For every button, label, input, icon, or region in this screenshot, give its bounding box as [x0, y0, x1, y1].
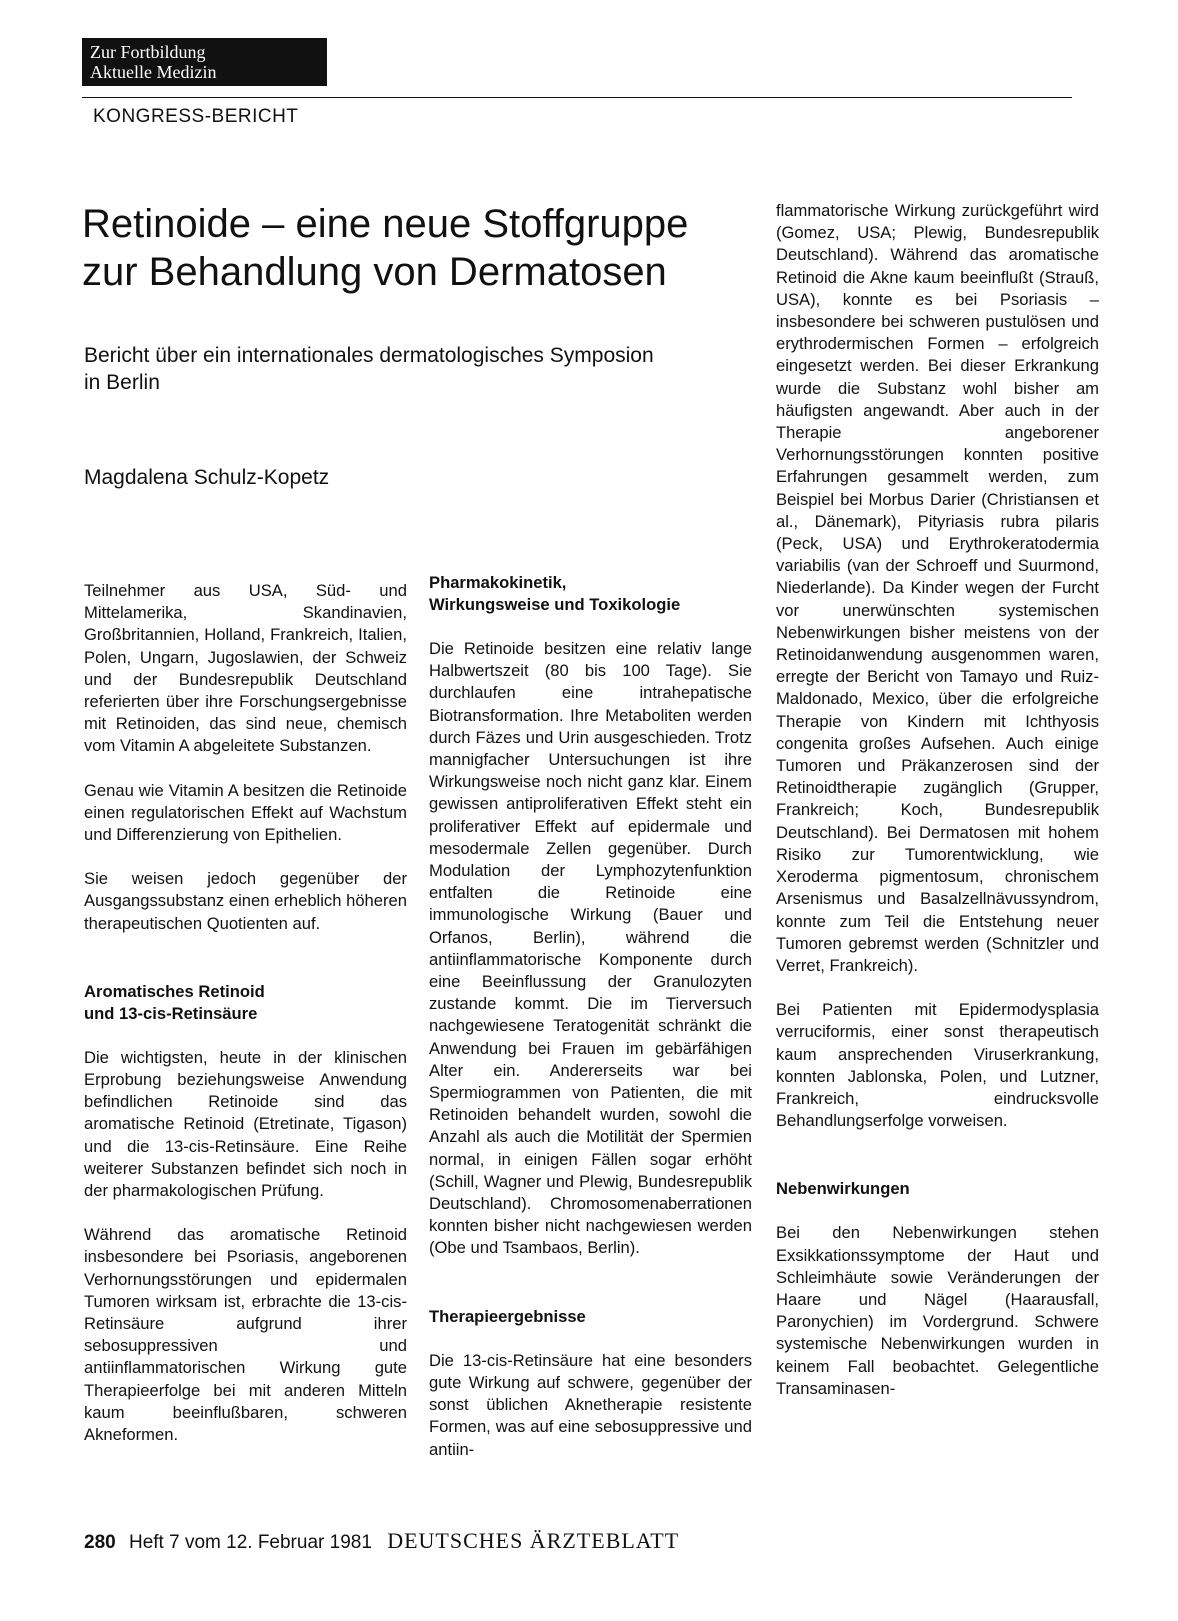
paragraph: Bei den Nebenwirkungen stehen Exsikkationssymptome der Haut und Schleimhäute sowie Veränderungen der Haare und Nägel (Haarausfall, Paronychien) im Vordergrund. Schwere systemische Nebenwirkungen wurden in keinem Fall beobachtet. Gelegentliche Transaminasen-: [776, 1223, 1099, 1398]
subtitle-line2: in Berlin: [84, 371, 160, 394]
page-number: 280: [84, 1532, 116, 1553]
paragraph: Genau wie Vitamin A besitzen die Retinoide einen regulatorischen Effekt auf Wachstum und Differenzierung von Epithelien.: [84, 780, 407, 845]
article-author: Magdalena Schulz-Kopetz: [84, 466, 330, 489]
text-column-3: [776, 200, 1099, 1422]
paragraph: Sie weisen jedoch gegenüber der Ausgangssubstanz einen erheblich höheren therapeutischen Quotienten auf.: [84, 869, 407, 933]
text-column-1: [84, 580, 407, 1468]
article-subtitle: [84, 342, 714, 396]
subtitle-line1: Bericht über ein internationales dermatologisches Symposion: [84, 344, 654, 367]
paragraph: Die Retinoide besitzen eine relativ lange Halbwertszeit (80 bis 100 Tage). Sie durchlaufen eine intrahepatische Biotransformation. Ihre Metaboliten werden durch Fäzes und Urin ausgeschieden. Trotz mannigfacher Untersuchungen ist ihre Wirkungsweise noch nicht ganz klar. Einem gewissen antiproliferativen Effekt steht ein proliferativer Effekt auf epidermale und mesodermale Zellen gegenüber. Durch Modulation der Lymphozytenfunktion entfalten die Retinoide eine immunologische Wirkung (Bauer und Orfanos, Berlin), während die antiinflammatorische Komponente durch eine Beeinflussung der Granulozyten zustande kommt. Die im Tierversuch nachgewiesene Teratogenität schränkt die Anwendung bei Frauen im gebärfähigen Alter ein. Andererseits war bei Spermiogrammen von Patienten, die mit Retinoiden behandelt wurden, sowohl die Anzahl als auch die Motilität der Spermien normal, in einigen Fällen sogar erhöht (Schill, Wagner und Plewig, Bundesrepublik Deutschland). Chromosomenaberrationen konnten bisher nicht nachgewiesen werden (Obe und Tsambaos, Berlin).: [429, 639, 752, 1258]
paragraph: Die wichtigsten, heute in der klinischen Erprobung beziehungsweise Anwendung befindlichen Retinoide sind das aromatische Retinoid (Etretinate, Tigason) und die 13-cis-Retinsäure. Eine Reihe weiterer Substanzen befindet sich noch in der pharmakologischen Prüfung.: [84, 1047, 407, 1201]
header-rule: [82, 97, 1072, 98]
section-label-box: [82, 38, 327, 86]
paragraph: Bei Patienten mit Epidermodysplasia verruciformis, einer sonst therapeutisch kaum ansprechenden Viruserkrankung, konnten Jablonska, Polen, und Lutzner, Frankreich, eindrucksvolle Behandlungserfolge vorweisen.: [776, 1000, 1099, 1131]
paragraph: Die 13-cis-Retinsäure hat eine besonders gute Wirkung auf schwere, gegenüber der sonst üblichen Aknetherapie resistente Formen, was auf eine sebosuppressive und antiin-: [429, 1350, 752, 1459]
paragraph: Teilnehmer aus USA, Süd- und Mittelamerika, Skandinavien, Großbritannien, Holland, Frankreich, Italien, Polen, Ungarn, Jugoslawien, der Schweiz und der Bundesrepublik Deutschland referierten über ihre Forschungsergebnisse mit Retinoiden, das sind neue, chemisch vom Vitamin A abgeleitete Substanzen.: [84, 581, 407, 756]
heading-line2: Wirkungsweise und Toxikologie: [429, 595, 681, 614]
title-line1: Retinoide – eine neue Stoffgruppe: [82, 202, 689, 246]
section-heading-pharmakokinetik: [429, 572, 752, 616]
heading-line2: und 13-cis-Retinsäure: [84, 1003, 258, 1023]
section-label-line2: Aktuelle Medizin: [90, 62, 217, 82]
article-title: [82, 200, 762, 296]
issue-info: Heft 7 vom 12. Februar 1981: [128, 1532, 372, 1553]
heading-line1: Aromatisches Retinoid: [84, 981, 265, 1001]
section-heading-therapieergebnisse: Therapieergebnisse: [429, 1306, 586, 1326]
section-heading-aromatisches: [84, 981, 407, 1025]
paragraph: flammatorische Wirkung zurückgeführt wird (Gomez, USA; Plewig, Bundesrepublik Deutschland). Während das aromatische Retinoid die Akne kaum beeinflußt (Strauß, USA), konnte es bei Psoriasis – insbesondere bei schweren pustulösen und erythrodermischen Formen – erfolgreich eingesetzt werden. Bei dieser Erkrankung wurde die Substanz wohl bisher am häufigsten angewandt. Aber auch in der Therapie angeborener Verhornungsstörungen konnten positive Erfahrungen gesammelt werden, zum Beispiel bei Morbus Darier (Christiansen et al., Dänemark), Pityriasis rubra pilaris (Peck, USA) und Erythrokeratodermia variabilis (van der Schroeff und Suurmond, Niederlande). Da Kinder wegen der Furcht vor unerwünschten systemischen Nebenwirkungen bisher meistens von der Retinoidanwendung ausgenommen waren, erregte der Bericht von Tamayo und Ruiz-Maldonado, Mexico, über die erfolgreiche Therapie von Kindern mit Ichthyosis congenita großes Aufsehen. Auch einige Tumoren und Präkanzerosen sind der Retinoidtherapie zugänglich (Grupper, Frankreich; Koch, Bundesrepublik Deutschland). Bei Dermatosen mit hohem Risiko zur Tumorentwicklung, wie Xeroderma pigmentosum, chronischem Arsenismus und Basalzellnävussyndrom, konnte zum Teil die Entstehung neuer Tumoren gebremst werden (Schnitzler und Verret, Frankreich).: [776, 201, 1099, 975]
text-column-2: [429, 572, 752, 1483]
heading-line1: Pharmakokinetik,: [429, 573, 567, 592]
magazine-name: DEUTSCHES ÄRZTEBLATT: [387, 1528, 680, 1553]
page-footer: [84, 1528, 679, 1554]
section-label-line1: Zur Fortbildung: [90, 42, 206, 62]
section-heading-nebenwirkungen: Nebenwirkungen: [776, 1179, 910, 1199]
section-heading: KONGRESS-BERICHT: [93, 106, 299, 127]
title-line2: zur Behandlung von Dermatosen: [82, 250, 667, 294]
paragraph: Während das aromatische Retinoid insbesondere bei Psoriasis, angeborenen Verhornungsstörungen und epidermalen Tumoren wirksam ist, erbrachte die 13-cis-Retinsäure aufgrund ihrer sebosuppressiven und antiinflammatorischen Wirkung gute Therapieerfolge bei mit anderen Mitteln kaum beeinflußbaren, schweren Akneformen.: [84, 1225, 407, 1445]
